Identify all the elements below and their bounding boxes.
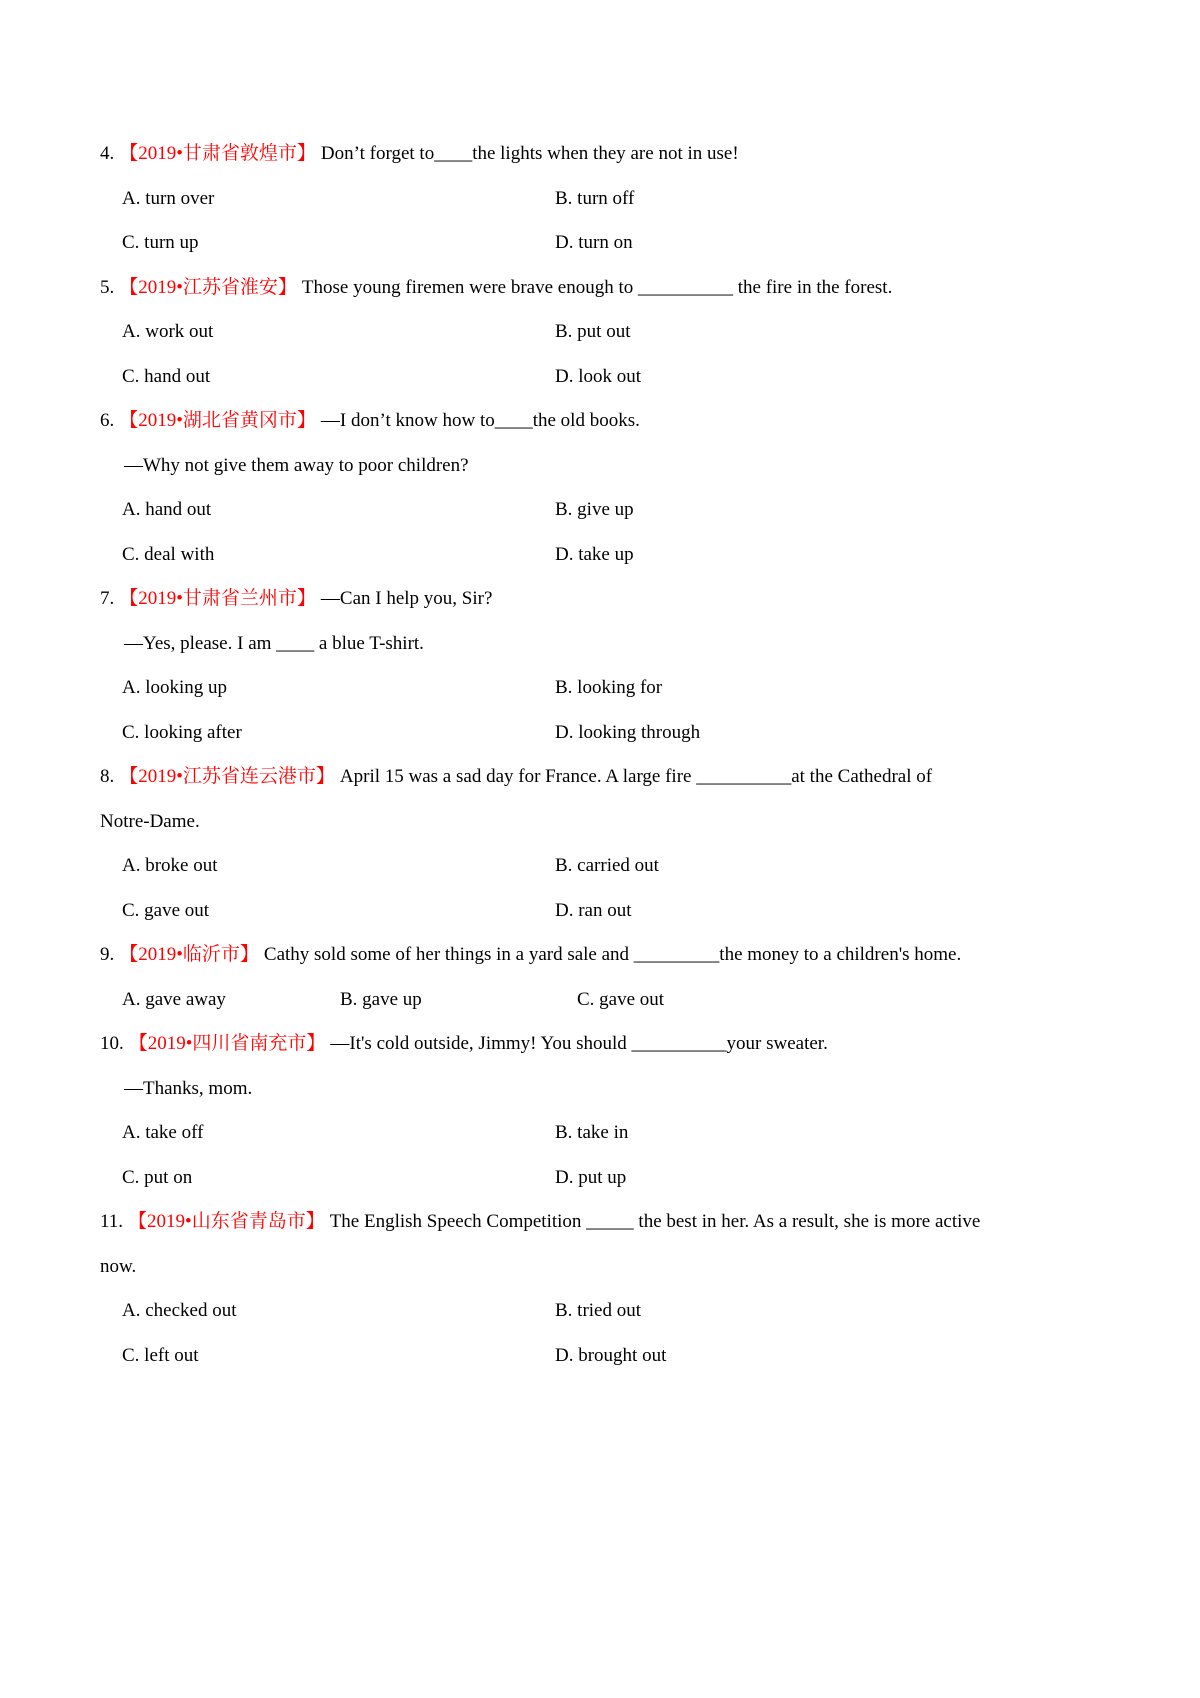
question-number: 10. [100,1033,124,1054]
option-row [100,542,1140,568]
question-number: 11. [100,1211,124,1232]
option-d: D. take up [555,543,634,565]
option-a: A. turn over [122,187,215,209]
option-row [100,675,1140,701]
option-d: D. look out [555,365,642,387]
option-row [100,987,1140,1013]
option-d: D. ran out [555,899,632,921]
question-7 [100,586,1140,746]
option-row [100,319,1140,345]
question-number: 4. [100,143,115,164]
question-text: Don’t forget to____the lights when they are not in use! [320,143,739,164]
option-a: A. looking up [122,677,228,698]
question-number: 9. [100,944,115,965]
question-source-tag: 【2019•湖北省黄冈市】 [119,410,316,431]
option-a: A. checked out [122,1300,237,1321]
option-row [100,720,1140,746]
option-b: B. take in [555,1122,629,1143]
question-source-tag: 【2019•山东省青岛市】 [128,1211,325,1232]
question-continuation-line: Notre-Dame. [100,810,200,832]
question-source-tag: 【2019•临沂市】 [119,944,259,965]
question-4 [100,141,1140,256]
option-a: A. work out [122,321,214,342]
question-text: Cathy sold some of her things in a yard sale and _________the money to a children's home. [263,944,962,965]
option-row [100,497,1140,523]
question-dialog-line: —Yes, please. I am ____ a blue T-shirt. [124,632,424,654]
question-source-tag: 【2019•甘肃省敦煌市】 [119,143,316,164]
question-10 [100,1031,1140,1191]
option-a: A. broke out [122,855,218,876]
question-stem-line [100,764,1140,790]
question-text: Those young firemen were brave enough to __________ the fire in the forest. [301,276,893,298]
question-5 [100,275,1140,390]
question-8 [100,764,1140,924]
option-a: A. hand out [122,499,212,520]
question-source-tag: 【2019•江苏省连云港市】 [119,766,335,787]
question-number: 5. [100,276,115,298]
question-text: —I don’t know how to____the old books. [320,410,640,431]
option-c: C. gave out [122,899,210,921]
question-stem-line [100,408,1140,434]
option-c: C. deal with [122,543,215,565]
option-b: B. put out [555,321,631,342]
option-b: B. carried out [555,855,659,876]
question-number: 8. [100,766,115,787]
option-c: C. put on [122,1166,193,1188]
option-row [100,1343,1140,1369]
option-b: B. gave up [340,988,422,1010]
question-stem-line [100,586,1140,612]
question-9 [100,942,1140,1013]
option-c: C. turn up [122,232,199,253]
question-6 [100,408,1140,568]
question-stem-line [100,275,1140,301]
option-row [100,853,1140,879]
question-stem-line [100,1031,1140,1057]
option-d: D. turn on [555,232,633,253]
question-source-tag: 【2019•甘肃省兰州市】 [119,588,316,609]
question-dialog-line: —Why not give them away to poor children? [124,454,469,476]
question-text: The English Speech Competition _____ the best in her. As a result, she is more active [329,1211,981,1232]
option-row [100,364,1140,390]
option-row [100,1298,1140,1324]
question-source-tag: 【2019•江苏省淮安】 [119,276,297,298]
option-b: B. looking for [555,677,663,698]
question-continuation-line: now. [100,1255,137,1277]
option-c: C. gave out [577,988,665,1010]
option-row [100,898,1140,924]
question-dialog-line: —Thanks, mom. [124,1077,253,1099]
question-11 [100,1209,1140,1369]
question-text: April 15 was a sad day for France. A large fire __________at the Cathedral of [339,766,933,787]
option-d: D. brought out [555,1344,667,1366]
question-text: —Can I help you, Sir? [320,588,493,609]
question-number: 6. [100,410,115,431]
question-source-tag: 【2019•四川省南充市】 [128,1033,326,1054]
option-b: B. give up [555,499,634,520]
option-d: D. put up [555,1166,627,1188]
option-row [100,1120,1140,1146]
option-c: C. hand out [122,365,211,387]
option-b: B. tried out [555,1300,642,1321]
question-number: 7. [100,588,115,609]
option-a: A. gave away [122,988,226,1010]
option-a: A. take off [122,1122,204,1143]
option-d: D. looking through [555,721,701,743]
option-c: C. left out [122,1344,199,1366]
option-c: C. looking after [122,721,242,743]
option-row [100,1165,1140,1191]
option-row [100,186,1140,212]
question-stem-line [100,1209,1140,1235]
question-text: —It's cold outside, Jimmy! You should __________your sweater. [330,1033,828,1054]
option-b: B. turn off [555,187,635,209]
option-row [100,230,1140,256]
question-stem-line [100,141,1140,167]
question-stem-line [100,942,1140,968]
